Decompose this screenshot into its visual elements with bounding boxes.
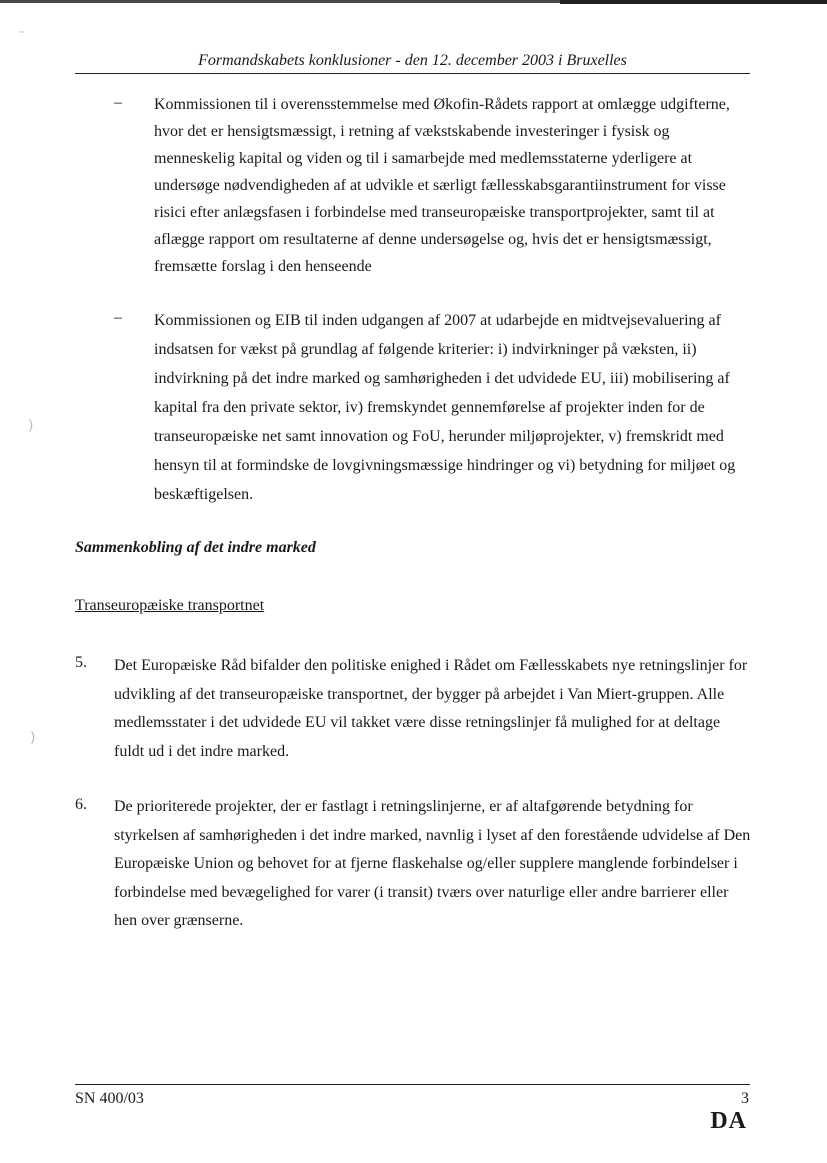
section-heading: Sammenkobling af det indre marked <box>75 539 316 556</box>
header-rule <box>75 73 750 74</box>
punch-hole-mark: ) <box>30 730 36 746</box>
page-number: 3 <box>741 1090 749 1107</box>
numbered-paragraph: De prioriterede projekter, der er fastlagt i retningslinjerne, er af altafgørende betydning for styrkelsen af samhørigheden i det indre marked, navnlig i lyset af den forestående udvidelse af Den Europæiske Union og behovet for at fjerne flaskehalse og/eller supplere manglende forbindelser i forbindelse med bevægelighed for varer (i transit) tværs over naturlige eller andre barrierer eller hen over grænserne. <box>114 798 751 929</box>
paragraph-number: 5. <box>75 654 87 671</box>
punch-hole-mark: ) <box>28 418 34 434</box>
page-top-edge-dark <box>560 0 827 4</box>
footer-rule <box>75 1084 750 1085</box>
bullet-paragraph: Kommissionen og EIB til inden udgangen af 2007 at udarbejde en midtvejsevaluering af indsatsen for vækst på grundlag af følgende kriterier: i) indvirkninger på væksten, ii) indvirkning på det indre marked og samhørigheden i det udvidede EU, iii) mobilisering af kapital fra den private sektor, iv) fremskyndet gennemførelse af projekter inden for de transeuropæiske net samt innovation og FoU, herunder miljøprojekter, v) fremskridt med hensyn til at formindske de lovgivningsmæssige hindringer og vi) betydning for miljøet og beskæftigelsen. <box>154 312 736 503</box>
paragraph-number: 6. <box>75 796 87 813</box>
bullet-marker: – <box>114 94 122 111</box>
numbered-paragraph: Det Europæiske Råd bifalder den politiske enighed i Rådet om Fællesskabets nye retningslinjer for udvikling af det transeuropæiske transportnet, der bygger på arbejdet i Van Miert-gruppen. Alle medlemsstater i det udvidede EU vil takket være disse retningslinjer få mulighed for at deltage fuldt ud i det indre marked. <box>114 657 748 760</box>
language-code: DA <box>710 1108 747 1134</box>
document-code: SN 400/03 <box>75 1090 144 1107</box>
sub-heading: Transeuropæiske transportnet <box>75 597 265 614</box>
bullet-marker: – <box>114 309 122 326</box>
running-header: Formandskabets konklusioner - den 12. december 2003 i Bruxelles <box>198 52 627 69</box>
scan-speck: ˉ <box>18 30 25 46</box>
bullet-paragraph: Kommissionen til i overensstemmelse med Økofin-Rådets rapport at omlægge udgifterne, hvor det er hensigtsmæssigt, i retning af vækstskabende investeringer i fysisk og menneskelig kapital og viden og til i samarbejde med medlemsstaterne yderligere at undersøge nødvendigheden af at udvikle et særligt fællesskabsgarantiinstrument for visse risici efter anlægsfasen i forbindelse med transeuropæiske transportprojekter, samt til at aflægge rapport om resultaterne af denne undersøgelse og, hvis det er hensigtsmæssigt, fremsætte forslag i den henseende <box>154 96 730 275</box>
